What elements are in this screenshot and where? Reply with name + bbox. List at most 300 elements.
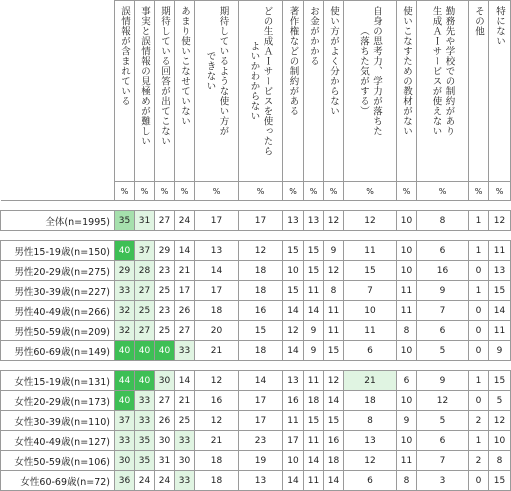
table-cell: 10 (489, 431, 511, 451)
unit-cell: % (397, 182, 417, 201)
table-cell: 11 (283, 411, 304, 431)
column-header (397, 1, 417, 182)
table-cell: 29 (155, 241, 175, 261)
spacer-cell (324, 201, 344, 211)
table-cell: 12 (489, 211, 511, 231)
spacer-cell (239, 231, 283, 241)
table-cell: 33 (135, 411, 155, 431)
table-cell: 16 (283, 391, 304, 411)
spacer-cell (115, 361, 135, 371)
table-cell: 6 (344, 471, 397, 491)
table-cell: 12 (344, 451, 397, 471)
table-cell: 40 (115, 391, 135, 411)
table-cell: 35 (115, 211, 135, 231)
spacer-cell (324, 361, 344, 371)
table-cell: 19 (239, 451, 283, 471)
row-label: 女性40-49歳(n=127) (1, 431, 115, 451)
table-cell: 9 (417, 281, 469, 301)
table-cell: 17 (239, 411, 283, 431)
table-cell: 13 (195, 241, 239, 261)
table-cell: 27 (135, 321, 155, 341)
table-cell: 10 (397, 431, 417, 451)
unit-cell: % (195, 182, 239, 201)
table-cell: 13 (283, 211, 304, 231)
table-cell: 15 (489, 281, 511, 301)
table-cell: 32 (115, 321, 135, 341)
table-cell: 5 (417, 341, 469, 361)
table-cell: 15 (489, 471, 511, 491)
table-cell: 17 (283, 431, 304, 451)
table-cell: 8 (324, 281, 344, 301)
table-cell: 26 (155, 411, 175, 431)
table-cell: 16 (239, 301, 283, 321)
table-cell: 25 (155, 281, 175, 301)
table-cell: 1 (469, 241, 489, 261)
table-cell: 15 (324, 341, 344, 361)
table-cell: 12 (417, 391, 469, 411)
row-label: 男性15-19歳(n=150) (1, 241, 115, 261)
table-cell: 18 (195, 451, 239, 471)
table-cell: 9 (489, 341, 511, 361)
table-cell: 29 (115, 261, 135, 281)
table-cell: 27 (135, 281, 155, 301)
table-cell: 12 (239, 241, 283, 261)
table-cell: 5 (417, 411, 469, 431)
table-cell: 31 (155, 451, 175, 471)
spacer-cell (417, 201, 469, 211)
table-cell: 40 (115, 341, 135, 361)
table-cell: 24 (155, 471, 175, 491)
table-cell: 23 (239, 431, 283, 451)
spacer-cell (115, 231, 135, 241)
table-cell: 12 (324, 211, 344, 231)
table-cell: 15 (283, 241, 304, 261)
table-cell: 27 (155, 211, 175, 231)
spacer-cell (175, 231, 195, 241)
table-row (1, 371, 511, 391)
table-row (1, 471, 511, 491)
table-cell: 16 (417, 261, 469, 281)
row-label: 女性30-39歳(n=110) (1, 411, 115, 431)
table-cell: 20 (195, 321, 239, 341)
table-row (1, 341, 511, 361)
table-cell: 27 (175, 321, 195, 341)
table-cell: 11 (397, 451, 417, 471)
group-spacer-row (1, 361, 511, 371)
table-cell: 35 (135, 451, 155, 471)
spacer-cell (175, 361, 195, 371)
table-cell: 7 (417, 451, 469, 471)
table-cell: 33 (175, 471, 195, 491)
table-cell: 13 (304, 211, 324, 231)
table-cell: 7 (344, 281, 397, 301)
column-header-label: 使いこなすための教材がない (401, 6, 412, 136)
table-cell: 37 (135, 241, 155, 261)
table-cell: 35 (135, 431, 155, 451)
table-cell: 11 (324, 301, 344, 321)
table-cell: 15 (304, 261, 324, 281)
spacer-cell (239, 361, 283, 371)
spacer-cell (344, 231, 397, 241)
table-cell: 8 (397, 471, 417, 491)
column-header (344, 1, 397, 182)
spacer-cell (489, 201, 511, 211)
spacer-cell (239, 201, 283, 211)
unit-row-label (1, 182, 115, 201)
row-label: 女性20-29歳(n=173) (1, 391, 115, 411)
table-cell: 14 (195, 261, 239, 281)
table-cell: 13 (283, 371, 304, 391)
row-label: 男性40-49歳(n=266) (1, 301, 115, 321)
table-cell: 1 (469, 211, 489, 231)
column-header (175, 1, 195, 182)
unit-cell: % (283, 182, 304, 201)
table-row (1, 281, 511, 301)
column-header (489, 1, 511, 182)
column-header (195, 1, 239, 182)
table-row (1, 431, 511, 451)
table-row (1, 301, 511, 321)
table-cell: 10 (283, 261, 304, 281)
table-cell: 12 (344, 211, 397, 231)
table-cell: 11 (304, 431, 324, 451)
table-cell: 27 (155, 391, 175, 411)
unit-cell: % (489, 182, 511, 201)
table-cell: 14 (304, 301, 324, 321)
spacer-cell (469, 231, 489, 241)
spacer-cell (1, 361, 115, 371)
table-cell: 14 (489, 301, 511, 321)
table-cell: 21 (344, 371, 397, 391)
table-cell: 12 (195, 371, 239, 391)
table-cell: 11 (344, 321, 397, 341)
unit-cell: % (324, 182, 344, 201)
unit-cell: % (344, 182, 397, 201)
table-cell: 24 (175, 211, 195, 231)
table-cell: 18 (195, 301, 239, 321)
spacer-cell (324, 231, 344, 241)
spacer-cell (417, 231, 469, 241)
table-cell: 15 (304, 241, 324, 261)
table-cell: 0 (469, 261, 489, 281)
column-header-label: 特にない (494, 6, 505, 46)
group-spacer-row (1, 231, 511, 241)
column-header-label: 使い方がよく分からない (328, 6, 339, 116)
unit-cell: % (135, 182, 155, 201)
table-cell: 13 (344, 431, 397, 451)
table-cell: 11 (397, 281, 417, 301)
column-header (417, 1, 469, 182)
table-cell: 14 (304, 451, 324, 471)
table-cell: 3 (417, 471, 469, 491)
table-cell: 17 (175, 281, 195, 301)
column-header-label: あまり使いこなせていない (179, 6, 190, 126)
spacer-cell (469, 201, 489, 211)
table-cell: 6 (344, 341, 397, 361)
table-cell: 0 (469, 391, 489, 411)
table-cell: 9 (304, 321, 324, 341)
table-cell: 11 (344, 241, 397, 261)
table-cell: 12 (489, 411, 511, 431)
column-header (239, 1, 283, 182)
table-body (1, 201, 511, 491)
table-cell: 1 (469, 281, 489, 301)
table-cell: 10 (397, 341, 417, 361)
table-row (1, 391, 511, 411)
unit-cell: % (155, 182, 175, 201)
table-cell: 11 (304, 471, 324, 491)
table-cell: 15 (489, 371, 511, 391)
table-row (1, 451, 511, 471)
table-cell: 13 (489, 261, 511, 281)
table-cell: 6 (417, 431, 469, 451)
table-cell: 12 (195, 411, 239, 431)
spacer-cell (489, 361, 511, 371)
spacer-cell (489, 231, 511, 241)
table-cell: 36 (115, 471, 135, 491)
table-cell: 9 (417, 371, 469, 391)
unit-cell: % (239, 182, 283, 201)
row-label: 男性50-59歳(n=209) (1, 321, 115, 341)
column-header-row (1, 1, 511, 182)
table-cell: 17 (195, 211, 239, 231)
table-cell: 9 (397, 411, 417, 431)
column-header-label: 勤務先や学校での制約があり 生成ＡＩサービスが使えない (430, 6, 455, 136)
table-cell: 10 (283, 451, 304, 471)
table-cell: 10 (397, 211, 417, 231)
table-cell: 8 (417, 211, 469, 231)
table-cell: 14 (324, 391, 344, 411)
table-cell: 21 (195, 431, 239, 451)
table-row (1, 321, 511, 341)
table-cell: 30 (115, 451, 135, 471)
spacer-cell (115, 201, 135, 211)
spacer-cell (417, 361, 469, 371)
table-cell: 15 (239, 321, 283, 341)
table-cell: 15 (304, 411, 324, 431)
table-cell: 17 (239, 211, 283, 231)
spacer-cell (1, 231, 115, 241)
row-label: 全体(n=1995) (1, 211, 115, 231)
table-cell: 26 (175, 301, 195, 321)
table-cell: 12 (283, 321, 304, 341)
table-cell: 11 (397, 301, 417, 321)
spacer-cell (135, 361, 155, 371)
unit-cell: % (304, 182, 324, 201)
table-cell: 18 (344, 391, 397, 411)
table-cell: 14 (239, 371, 283, 391)
table-row (1, 261, 511, 281)
row-label: 男性60-69歳(n=149) (1, 341, 115, 361)
table-cell: 30 (155, 431, 175, 451)
spacer-cell (155, 361, 175, 371)
column-header (115, 1, 135, 182)
row-label: 女性50-59歳(n=106) (1, 451, 115, 471)
table-cell: 0 (469, 301, 489, 321)
column-header-label: 自身の思考力、学力が落ちた （落ちた気がする） (358, 6, 382, 136)
table-cell: 24 (135, 471, 155, 491)
spacer-cell (344, 361, 397, 371)
table-cell: 28 (135, 261, 155, 281)
column-header-label: どの生成ＡＩサービスを使ったら よいかわからない (248, 6, 273, 156)
table-cell: 18 (304, 391, 324, 411)
table-cell: 23 (155, 261, 175, 281)
table-cell: 6 (397, 371, 417, 391)
table-cell: 14 (324, 471, 344, 491)
table-cell: 7 (417, 301, 469, 321)
column-header (304, 1, 324, 182)
table-cell: 6 (417, 241, 469, 261)
table-cell: 18 (324, 451, 344, 471)
table-cell: 25 (175, 411, 195, 431)
table-cell: 2 (469, 451, 489, 471)
table-cell: 33 (115, 281, 135, 301)
table-cell: 11 (489, 321, 511, 341)
spacer-cell (175, 201, 195, 211)
table-cell: 33 (175, 341, 195, 361)
table-cell: 40 (135, 371, 155, 391)
column-header (155, 1, 175, 182)
table-cell: 25 (135, 301, 155, 321)
table-cell: 40 (155, 341, 175, 361)
table-cell: 40 (135, 341, 155, 361)
table-cell: 10 (397, 241, 417, 261)
spacer-cell (304, 361, 324, 371)
column-header (283, 1, 304, 182)
table-cell: 23 (155, 301, 175, 321)
column-header-label: 期待している回答が出てこない (159, 6, 170, 146)
column-header-label: その他 (473, 6, 484, 36)
spacer-cell (397, 231, 417, 241)
spacer-cell (155, 231, 175, 241)
unit-cell: % (469, 182, 489, 201)
table-cell: 30 (175, 451, 195, 471)
row-label: 女性60-69歳(n=72) (1, 471, 115, 491)
table-cell: 30 (155, 371, 175, 391)
table-cell: 21 (175, 391, 195, 411)
table-cell: 15 (324, 411, 344, 431)
table-cell: 18 (195, 471, 239, 491)
spacer-cell (397, 361, 417, 371)
corner-cell (1, 1, 115, 182)
table-cell: 0 (469, 471, 489, 491)
column-header-label: 事実と誤情報の見極めが難しい (139, 6, 150, 146)
table-row (1, 411, 511, 431)
unit-cell: % (175, 182, 195, 201)
column-header (469, 1, 489, 182)
row-label: 女性15-19歳(n=131) (1, 371, 115, 391)
table-cell: 40 (115, 241, 135, 261)
table-cell: 31 (135, 211, 155, 231)
table-cell: 33 (135, 391, 155, 411)
table-cell: 14 (175, 241, 195, 261)
column-header (135, 1, 155, 182)
table-cell: 1 (469, 371, 489, 391)
table-cell: 11 (324, 321, 344, 341)
spacer-cell (283, 361, 304, 371)
table-cell: 1 (469, 431, 489, 451)
spacer-cell (304, 201, 324, 211)
spacer-cell (195, 231, 239, 241)
spacer-cell (304, 231, 324, 241)
table-cell: 8 (397, 321, 417, 341)
unit-cell: % (115, 182, 135, 201)
spacer-cell (195, 201, 239, 211)
table-cell: 17 (195, 281, 239, 301)
spacer-cell (397, 201, 417, 211)
column-header-label: 期待しているような使い方が できない (204, 6, 229, 136)
table-cell: 32 (115, 301, 135, 321)
table-cell: 10 (397, 261, 417, 281)
spacer-cell (195, 361, 239, 371)
table-cell: 0 (469, 341, 489, 361)
spacer-cell (283, 201, 304, 211)
table-cell: 16 (195, 391, 239, 411)
table-cell: 14 (283, 341, 304, 361)
table-cell: 8 (344, 411, 397, 431)
column-header (324, 1, 344, 182)
table-cell: 33 (175, 431, 195, 451)
table-cell: 21 (175, 261, 195, 281)
table-cell: 11 (304, 371, 324, 391)
table-cell: 37 (115, 411, 135, 431)
table-cell: 14 (283, 301, 304, 321)
table-cell: 18 (239, 341, 283, 361)
table-cell: 8 (489, 451, 511, 471)
table-cell: 0 (469, 321, 489, 341)
table-cell: 18 (239, 261, 283, 281)
spacer-cell (1, 201, 115, 211)
column-header-label: お金がかかる (308, 6, 319, 66)
table-cell: 25 (155, 321, 175, 341)
column-header-label: 著作権などの制約がある (287, 6, 299, 116)
table-cell: 10 (344, 301, 397, 321)
table-cell: 21 (195, 341, 239, 361)
table-cell: 9 (304, 341, 324, 361)
table-cell: 14 (283, 471, 304, 491)
table-cell: 2 (469, 411, 489, 431)
group-spacer-row (1, 201, 511, 211)
unit-cell: % (417, 182, 469, 201)
table-row (1, 211, 511, 231)
spacer-cell (283, 231, 304, 241)
table-cell: 33 (115, 431, 135, 451)
table-cell: 16 (324, 431, 344, 451)
row-label: 男性30-39歳(n=227) (1, 281, 115, 301)
spacer-cell (469, 361, 489, 371)
spacer-cell (135, 231, 155, 241)
table-cell: 10 (397, 391, 417, 411)
column-header-label: 誤情報が含まれている (119, 6, 130, 106)
table-row (1, 241, 511, 261)
table-cell: 17 (239, 391, 283, 411)
table-cell: 9 (324, 241, 344, 261)
spacer-cell (155, 201, 175, 211)
table-cell: 6 (417, 321, 469, 341)
spacer-cell (344, 201, 397, 211)
table-cell: 15 (344, 261, 397, 281)
table-cell: 5 (489, 391, 511, 411)
table-cell: 15 (283, 281, 304, 301)
table-cell: 12 (324, 261, 344, 281)
spacer-cell (135, 201, 155, 211)
table-cell: 11 (489, 241, 511, 261)
table-cell: 13 (239, 471, 283, 491)
table-cell: 14 (175, 371, 195, 391)
table-cell: 44 (115, 371, 135, 391)
table-cell: 12 (324, 371, 344, 391)
table-cell: 18 (239, 281, 283, 301)
